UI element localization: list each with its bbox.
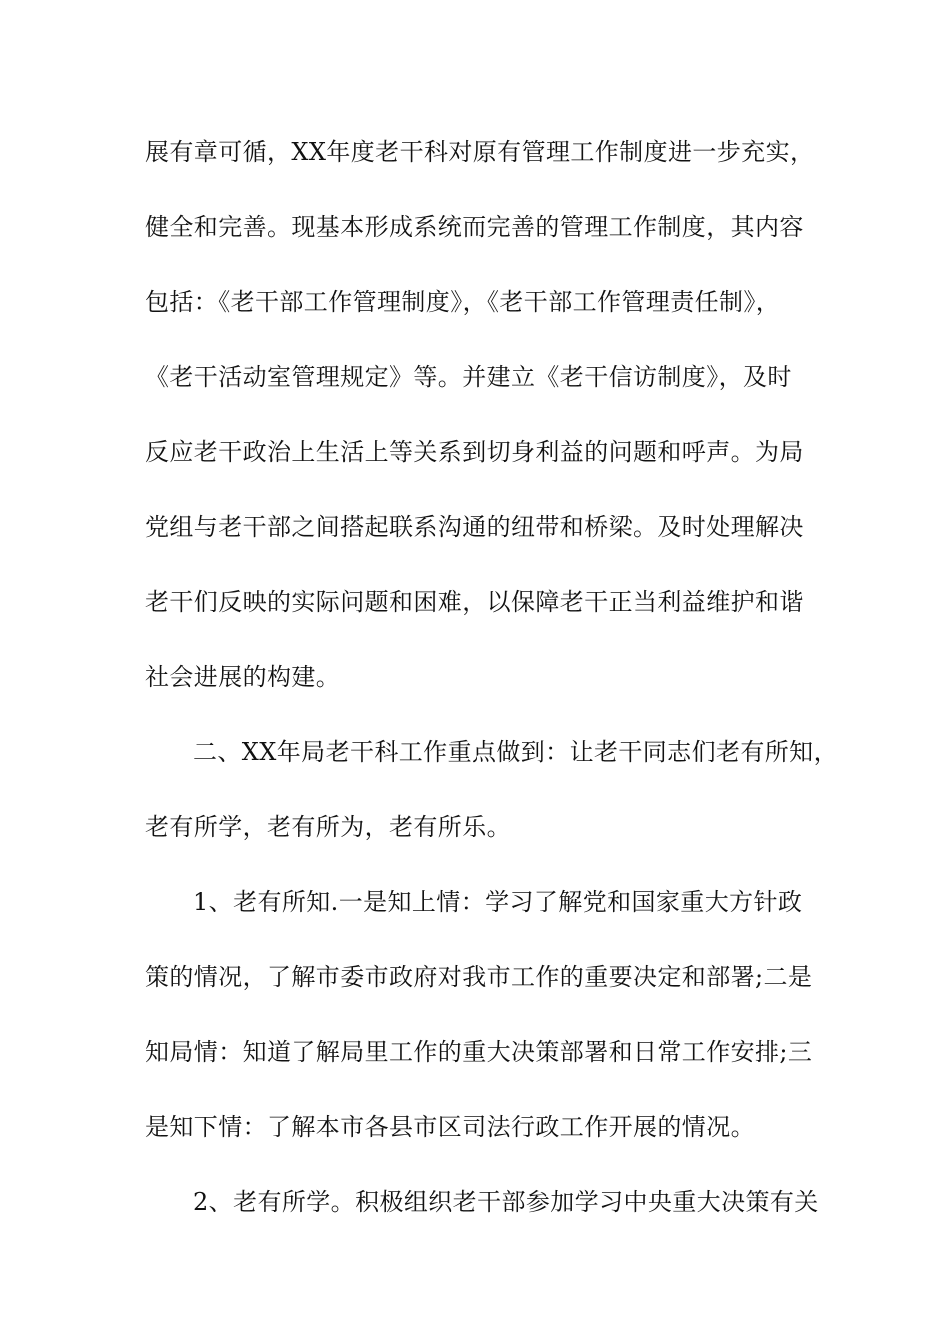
section-heading: 二、XX年局老干科工作重点做到：让老干同志们老有所知， xyxy=(193,738,838,766)
list-item-heading: 1、老有所知.一是知上情：学习了解党和国家重大方针政 xyxy=(193,888,803,916)
list-item-heading: 2、老有所学。积极组织老干部参加学习中央重大决策有关 xyxy=(193,1188,819,1216)
text-line: 反应老干政治上生活上等关系到切身利益的问题和呼声。为局 xyxy=(145,438,804,466)
text-line: 知局情：知道了解局里工作的重大决策部署和日常工作安排;三 xyxy=(145,1038,813,1066)
text-line: 社会进展的构建。 xyxy=(145,663,341,691)
text-line: 是知下情：了解本市各县市区司法行政工作开展的情况。 xyxy=(145,1113,755,1141)
text-line: 展有章可循，XX年度老干科对原有管理工作制度进一步充实， xyxy=(145,138,815,166)
text-line: 老有所学，老有所为，老有所乐。 xyxy=(145,813,511,841)
text-line: 包括：《老干部工作管理制度》，《老干部工作管理责任制》， xyxy=(145,288,781,316)
text-line: 健全和完善。现基本形成系统而完善的管理工作制度，其内容 xyxy=(145,213,804,241)
text-line: 老干们反映的实际问题和困难，以保障老干正当利益维护和谐 xyxy=(145,588,804,616)
text-line: 党组与老干部之间搭起联系沟通的纽带和桥梁。及时处理解决 xyxy=(145,513,804,541)
text-line: 《老干活动室管理规定》等。并建立《老干信访制度》，及时 xyxy=(145,363,792,391)
text-line: 策的情况，了解市委市政府对我市工作的重要决定和部署;二是 xyxy=(145,963,813,991)
